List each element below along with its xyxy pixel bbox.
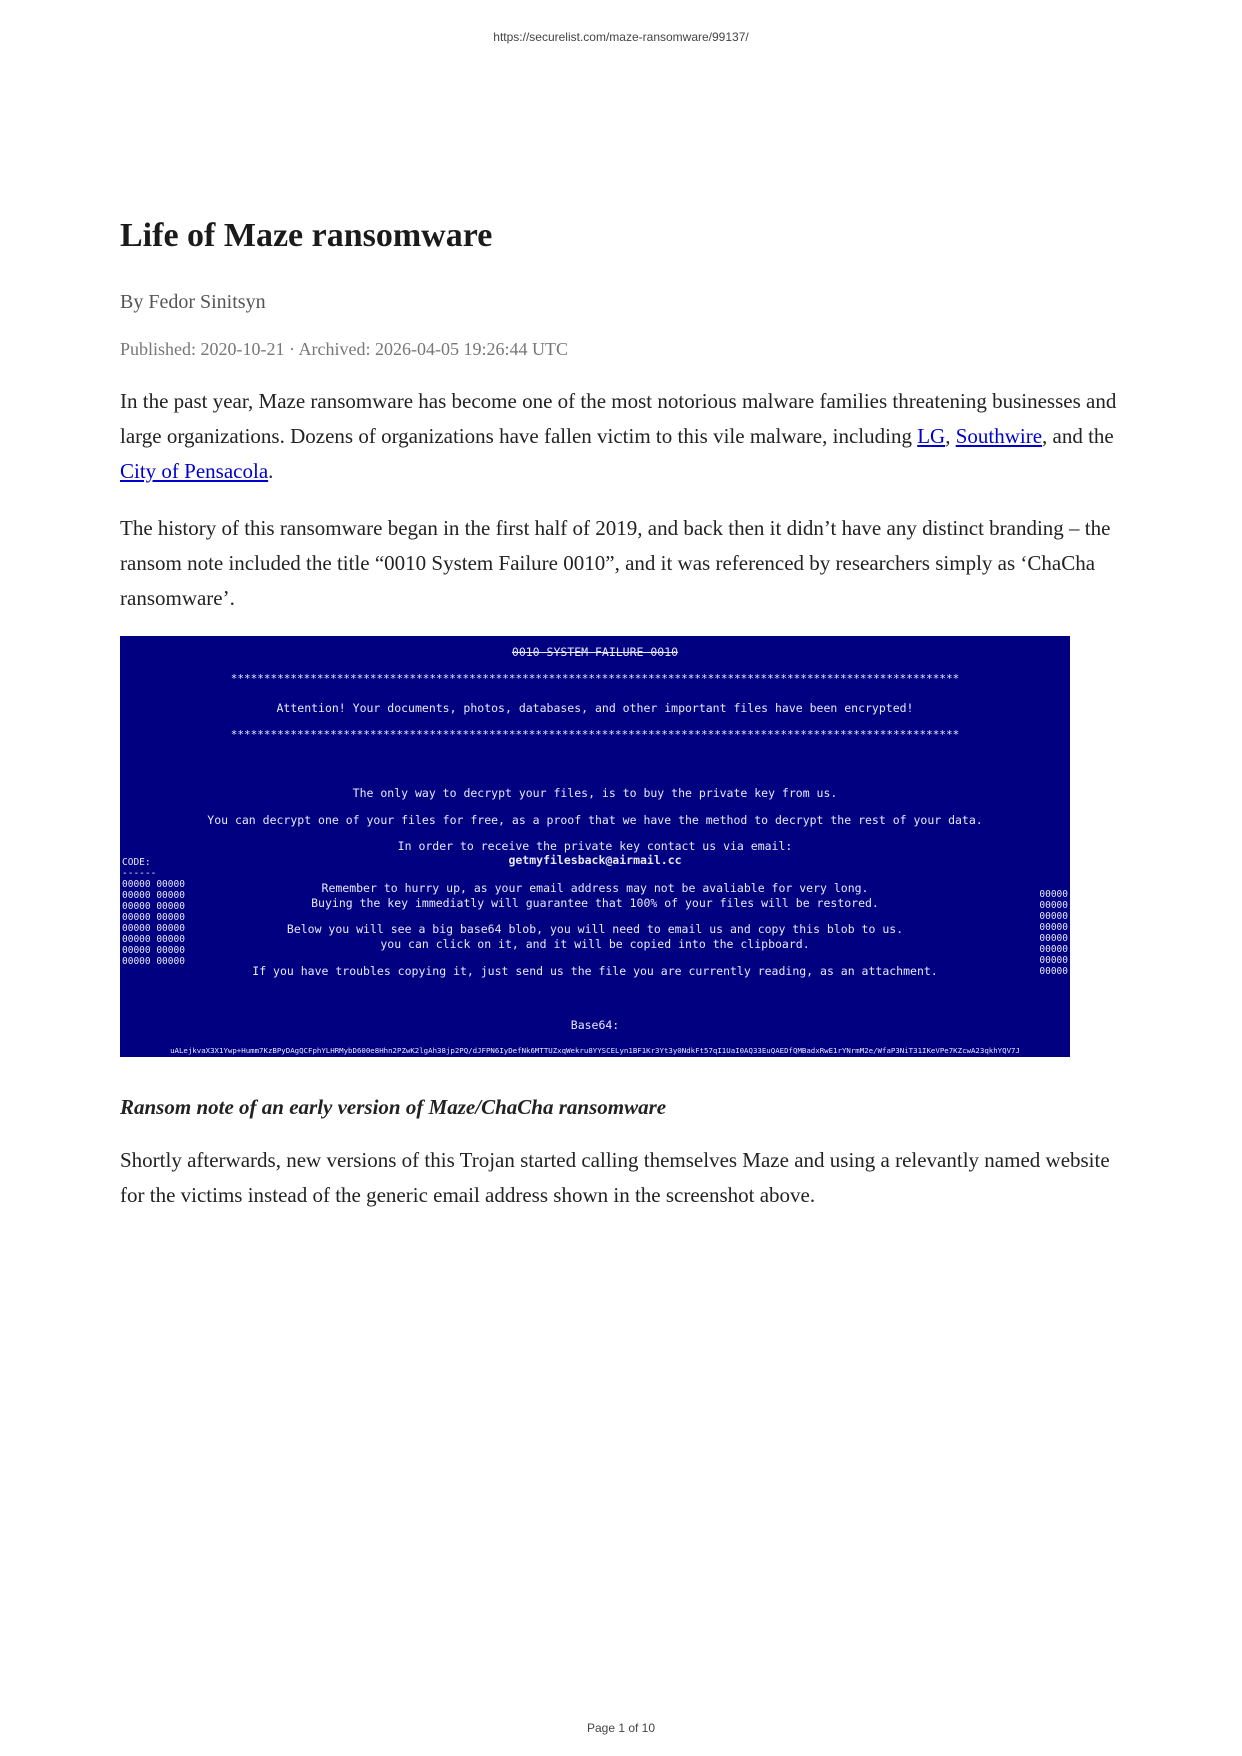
note-line-7: you can click on it, and it will be copied into the clipboard. <box>380 937 810 951</box>
ransom-note-screenshot <box>120 636 1070 1057</box>
paragraph-end: . <box>268 459 274 483</box>
note-line-4: Remember to hurry up, as your email address may not be avaliable for very long. <box>321 881 869 895</box>
figure-caption: Ransom note of an early version of Maze/ChaCha ransomware <box>120 1095 667 1119</box>
paragraph-text: In the past year, Maze ransomware has become one of the most notorious malware families threatening businesses and large organizations. Dozens of organizations have fallen victim to this vile malware, including <box>120 389 1117 448</box>
article-byline: By Fedor Sinitsyn <box>120 291 266 313</box>
note-code-right: 00000 00000 00000 00000 00000 00000 00000 00000 <box>1039 889 1068 977</box>
note-stars-bottom: ************************************************************************************************************** <box>230 728 960 741</box>
note-base64-label: Base64: <box>570 1018 620 1032</box>
paragraph-shortly: Shortly afterwards, new versions of this Trojan started calling themselves Maze and using a relevantly named website for the victims instead of the generic email address shown in the screenshot above. <box>120 1148 1110 1207</box>
separator: , <box>945 424 956 448</box>
separator: , and the <box>1042 424 1114 448</box>
paragraph-intro <box>120 384 1130 489</box>
note-code-left: CODE: ------ 00000 00000 00000 00000 00000 00000 00000 00000 00000 00000 00000 00000 00000 00000 00000 00000 <box>122 857 185 967</box>
article-title: Life of Maze ransomware <box>120 217 493 254</box>
note-line-1: The only way to decrypt your files, is to buy the private key from us. <box>352 786 838 800</box>
page-number: Page 1 of 10 <box>586 1721 656 1735</box>
note-line-6: Below you will see a big base64 blob, you will need to email us and copy this blob to us. <box>286 922 904 936</box>
page-url: https://securelist.com/maze-ransomware/99137/ <box>493 30 749 44</box>
link-southwire[interactable]: Southwire <box>955 424 1043 448</box>
note-line-5: Buying the key immediatly will guarantee that 100% of your files will be restored. <box>311 896 879 910</box>
paragraph-history: The history of this ransomware began in the first half of 2019, and back then it didn’t have any distinct branding – the ransom note included the title “0010 System Failure 0010”, and it was referenced by researchers simply as ‘ChaCha ransomware’. <box>120 516 1111 610</box>
note-email: getmyfilesback@airmail.cc <box>508 853 682 867</box>
note-line-3: In order to receive the private key contact us via email: <box>397 839 793 853</box>
note-attention: Attention! Your documents, photos, databases, and other important files have been encrypted! <box>276 701 914 715</box>
note-title: 0010 SYSTEM FAILURE 0010 <box>511 645 679 659</box>
note-base64-blob: uALejkvaX3X1Ywp+Humm7KzBPyDAgQCFphYLHRMybD600e8Hhn2PZwK2lgAh38jp2PQ/dJFPN6IyDefNk6MTTUZxqWekru8YYSCELyn1BF1Kr3Yt3y0NdkFt57qI1UaI0AQ33EuQAEDfQMBadxRwE1rYNrmM2e/WfaP3NiT31IKeVPe7KZcwA23qkhYQV7J <box>170 1046 1020 1055</box>
article <box>120 212 1130 1213</box>
note-stars-top: ************************************************************************************************************** <box>230 672 960 685</box>
link-lg[interactable]: LG <box>917 424 946 448</box>
note-line-2: You can decrypt one of your files for free, as a proof that we have the method to decrypt the rest of your data. <box>207 813 983 827</box>
article-meta: Published: 2020-10-21 · Archived: 2026-04-05 19:26:44 UTC <box>120 339 568 359</box>
note-line-8: If you have troubles copying it, just send us the file you are currently reading, as an attachment. <box>252 964 938 978</box>
link-city-of-pensacola[interactable]: City of Pensacola <box>120 459 269 483</box>
